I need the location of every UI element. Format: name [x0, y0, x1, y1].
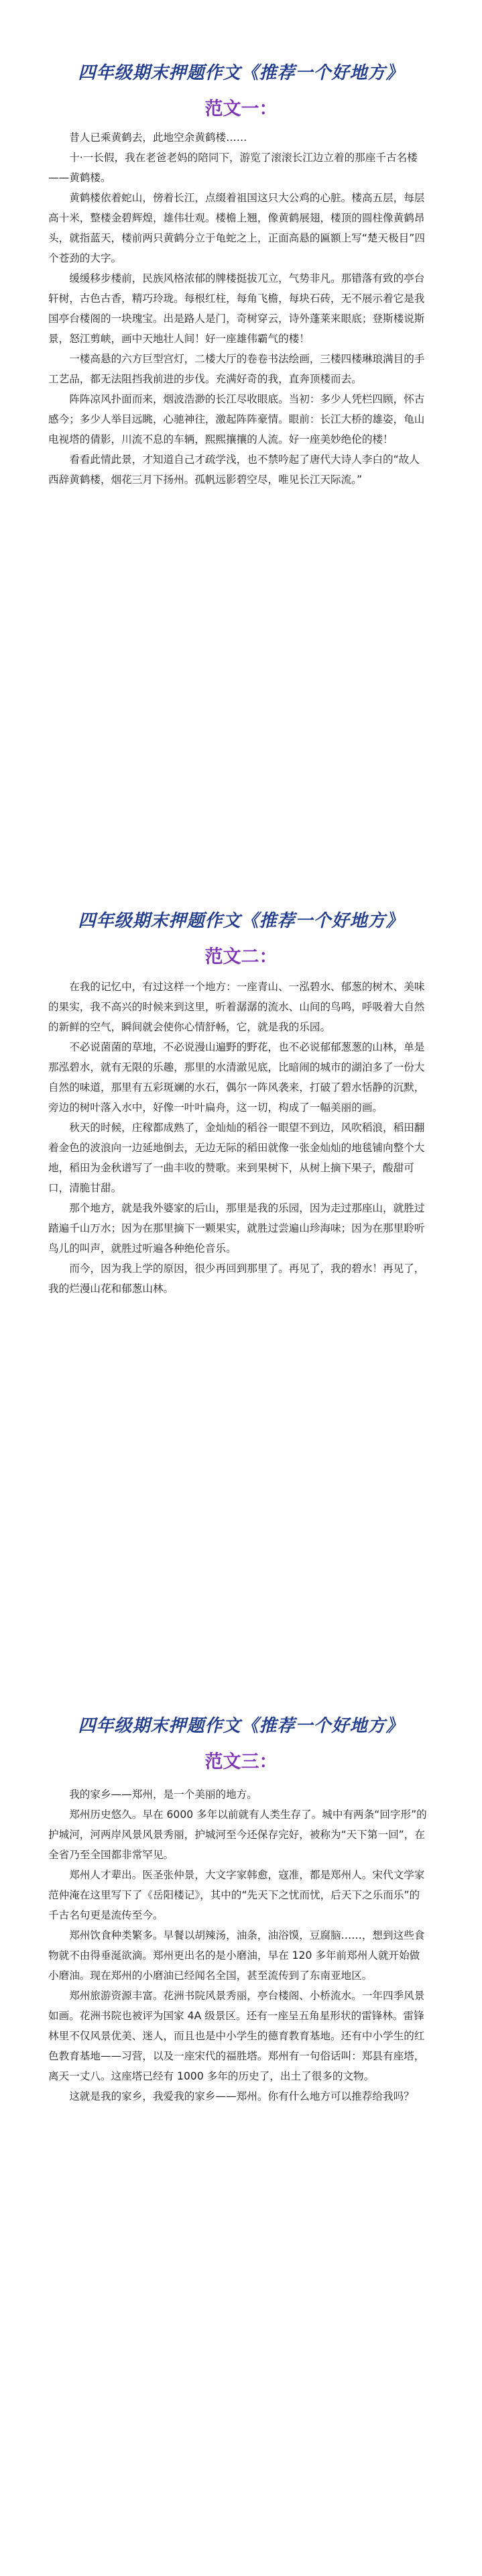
essay-1-title: 四年级期末押题作文《推荐一个好地方》 — [78, 63, 404, 83]
paragraph: 昔人已乘黄鹤去，此地空余黄鹤楼…… — [69, 131, 247, 144]
paragraph: 看看此情此景，才知道自己才疏学浅，也不禁吟起了唐代大诗人李白的“故人西辞黄鹤楼，烟花三月下扬州。孤帆远影碧空尽，唯见长江天际流。” — [48, 453, 420, 486]
essay-3-subtitle: 范文三： — [204, 1752, 278, 1772]
paragraph: 我的家乡——郑州，是一个美丽的地方。 — [69, 1788, 257, 1801]
paragraph: 郑州旅游资源丰富。花洲书院风景秀丽，亭台楼阁、小桥流水。一年四季风景如画。花洲书院也被评为国家 4A 级景区。还有一座呈五角星形状的雷锋林。雷锋林里不仅风景优美、迷人，而且也是中小学生的德育教育基地。还有中小学生的红色教育基地——习营，以及一座宋代的福胜塔。郑州有一句俗话叫：郑县有座塔，离天一丈八。这座塔已经有 1000 多年的历史了，出土了很多的文物。 — [48, 1990, 425, 2082]
paragraph: 在我的记忆中，有过这样一个地方：一座青山、一泓碧水、郁葱的树木、美味的果实，我不高兴的时候来到这里，听着潺潺的流水、山间的鸟鸣，呼吸着大自然的新鲜的空气，瞬间就会使你心情舒畅，它，就是我的乐园。 — [48, 981, 425, 1033]
essay-3-body — [48, 1784, 428, 2106]
paragraph: 这就是我的家乡，我爱我的家乡——郑州。你有什么地方可以推荐给我吗？ — [69, 2090, 414, 2102]
paragraph: 一楼高悬的六方巨型宫灯，二楼大厅的卷卷书法绘画，三楼四楼琳琅满目的手工艺品，都无法阻挡我前进的步伐。充满好奇的我，直奔顶楼而去。 — [48, 353, 425, 385]
essay-2-body — [48, 977, 428, 1299]
paragraph: 黄鹤楼依着蛇山，傍着长江，点缀着祖国这只大公鸡的心脏。楼高五层，每层高十米，整楼金碧辉煌，雄伟壮观。楼檐上翘，像黄鹤展翅，楼顶的圆柱像黄鹤昂头，就指蓝天，楼前两只黄鹤分立于龟蛇之上，正面高悬的匾额上写“楚天极目”四个苍劲的大字。 — [48, 192, 425, 264]
essay-1-body — [48, 127, 428, 490]
essay-2-title: 四年级期末押题作文《推荐一个好地方》 — [78, 911, 404, 931]
paragraph: 不必说菌菌的草地，不必说漫山遍野的野花，也不必说郁郁葱葱的山林，单是那泓碧水，就有无限的乐趣，那里的水清澈见底，比暗闹的城市的湖泊多了一份大自然的味道，那里有五彩斑斓的水石，偶尔一阵风袭来，打破了碧水恬静的沉默，旁边的树叶落入水中，好像一叶叶扁舟，这一切，构成了一幅美丽的画。 — [48, 1041, 425, 1114]
essay-3-title: 四年级期末押题作文《推荐一个好地方》 — [78, 1716, 404, 1736]
paragraph: 缓缓移步楼前，民族风格浓郁的牌楼挺拔兀立，气势非凡。那错落有致的亭台轩树，古色古香，精巧玲珑。每根红柱，每角飞檐，每块石砖，无不展示着它是我国亭台楼阁的一块瑰宝。出是路人是门，奇树穿云，诗外蓬莱来眼底；登斯楼说斯景，怒江剪峡，画中天地壮人间！好一座雄伟霸气的楼！ — [48, 272, 425, 345]
paragraph: 阵阵凉风扑面而来，烟波浩渺的长江尽收眼底。当初：多少人凭栏四顾，怀古感今；多少人举目远眺，心驰神往，激起阵阵豪情。眼前：长江大桥的雄姿，龟山电视塔的倩影，川流不息的车辆，熙熙攘攘的人流。好一座美妙绝伦的楼！ — [48, 393, 425, 445]
essay-1-subtitle: 范文一： — [204, 99, 278, 119]
paragraph: 十·一长假，我在老爸老妈的陪同下，游览了滚滚长江边立着的那座千古名楼——黄鹤楼。 — [48, 152, 418, 184]
paragraph: 郑州人才辈出。医圣张仲景，大文字家韩愈，寇准，都是郑州人。宋代文学家范仲淹在这里写下了《岳阳楼记》，其中的“先天下之忧而忧，后天下之乐而乐”的千古名句更是流传至今。 — [48, 1869, 425, 1921]
paragraph: 那个地方，就是我外婆家的后山，那里是我的乐园，因为走过那座山，就胜过踏遍千山万水；因为在那里摘下一颗果实，就胜过尝遍山珍海味；因为在那里聆听鸟儿的叫声，就胜过听遍各种绝伦音乐。 — [48, 1202, 425, 1254]
paragraph: 而今，因为我上学的原因，很少再回到那里了。再见了，我的碧水！再见了，我的烂漫山花和郁葱山林。 — [48, 1263, 425, 1295]
paragraph: 郑州饮食种类繁多。早餐以胡辣汤，油条，油浴馍，豆腐脑……，想到这些食物就不由得垂涎欲滴。郑州更出名的是小磨油，早在 120 多年前郑州人就开始做小磨油。现在郑州的小磨油已经闻名全国，甚至流传到了东南亚地区。 — [48, 1929, 425, 1982]
paragraph: 秋天的时候，庄稼都成熟了，金灿灿的稻谷一眼望不到边，风吹稻浪，稻田翻着金色的波浪向一边延地倒去，无边无际的稻田就像一张金灿灿的地毯铺向整个大地，稻田为金秋谱写了一曲丰收的赞歌。来到果树下，从树上摘下果子，酸甜可口，清脆甘甜。 — [48, 1122, 425, 1194]
paragraph: 郑州历史悠久。早在 6000 多年以前就有人类生存了。城中有两条“回字形”的护城河，河两岸风景风景秀丽，护城河至今还保存完好，被称为“天下第一回”，在全省乃至全国都非常罕见。 — [48, 1809, 427, 1861]
essay-2-subtitle: 范文二： — [204, 947, 278, 967]
